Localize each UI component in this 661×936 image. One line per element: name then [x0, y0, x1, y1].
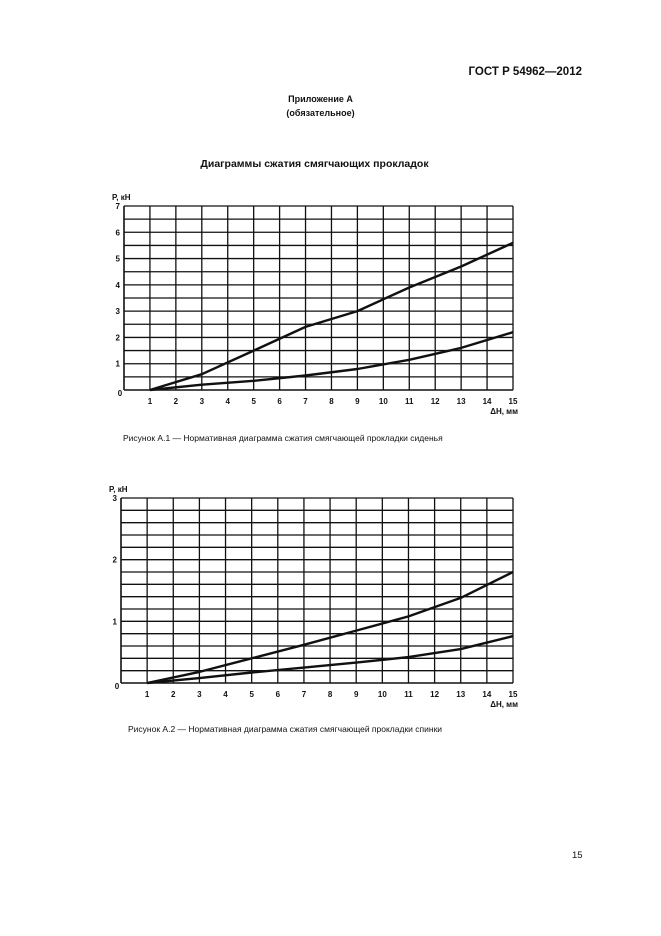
origin-label: 0 [114, 682, 120, 691]
page-number: 15 [572, 850, 583, 861]
x-tick-label: 10 [377, 690, 387, 699]
section-title: Диаграммы сжатия смягчающих прокладок [200, 158, 429, 170]
y-tick-label: 5 [115, 254, 120, 264]
x-tick-label: 2 [173, 397, 179, 406]
x-tick-label: 5 [251, 397, 256, 406]
x-tick-label: 11 [404, 690, 413, 699]
origin-label: 0 [117, 389, 123, 398]
grid [121, 498, 513, 683]
x-tick-label: 1 [144, 690, 150, 699]
x-tick-label: 15 [508, 397, 518, 406]
x-tick-label: 7 [303, 397, 308, 406]
x-axis-label: ΔH, мм [490, 700, 518, 709]
x-tick-label: 4 [223, 690, 228, 699]
appendix-note: (обязательное) [286, 108, 355, 118]
appendix-title: Приложение А [288, 94, 353, 104]
x-tick-label: 7 [301, 690, 307, 699]
x-tick-label: 11 [405, 397, 414, 406]
y-tick-label: 2 [112, 555, 117, 565]
x-tick-label: 9 [353, 690, 359, 699]
x-tick-label: 8 [329, 397, 334, 406]
x-tick-label: 8 [327, 690, 333, 699]
x-tick-label: 13 [456, 690, 466, 699]
y-tick-label: 3 [115, 307, 120, 317]
y-tick-label: 2 [115, 333, 120, 343]
x-tick-label: 9 [355, 397, 360, 406]
x-tick-label: 6 [277, 397, 282, 406]
figure-a1-caption: Рисунок А.1 — Нормативная диаграмма сжатия смягчающей прокладки сиденья [123, 433, 443, 443]
x-tick-label: 3 [199, 397, 205, 406]
x-axis-label: ΔH, мм [490, 407, 518, 416]
x-tick-label: 6 [275, 690, 281, 699]
x-tick-label: 15 [508, 690, 518, 699]
x-tick-label: 13 [456, 397, 466, 406]
x-tick-label: 2 [171, 690, 176, 699]
y-tick-label: 6 [115, 228, 120, 238]
y-axis-label: P, кН [109, 485, 128, 494]
x-tick-label: 3 [197, 690, 202, 699]
y-tick-label: 1 [112, 617, 117, 627]
y-tick-label: 1 [115, 359, 120, 369]
x-tick-label: 14 [482, 397, 492, 406]
x-tick-label: 12 [430, 690, 440, 699]
figure-a2-caption: Рисунок А.2 — Нормативная диаграмма сжатия смягчающей прокладки спинки [128, 724, 443, 734]
y-tick-label: 7 [115, 202, 120, 211]
x-tick-label: 4 [225, 397, 230, 406]
y-tick-label: 4 [115, 280, 120, 290]
x-tick-label: 12 [430, 397, 440, 406]
x-tick-label: 1 [147, 397, 153, 406]
y-axis-label: P, кН [112, 193, 131, 202]
x-tick-label: 10 [378, 397, 388, 406]
document-code: ГОСТ Р 54962—2012 [468, 66, 582, 78]
y-tick-label: 3 [112, 494, 117, 503]
x-tick-label: 14 [482, 690, 492, 699]
x-tick-label: 5 [249, 690, 254, 699]
